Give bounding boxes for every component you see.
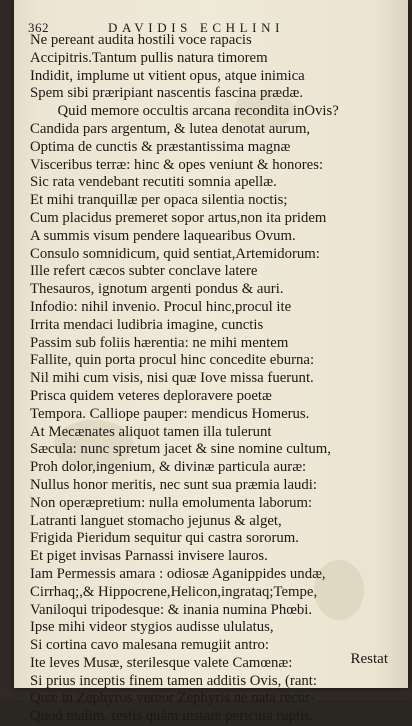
- running-head: DAVIDIS ECHLINI: [108, 20, 285, 35]
- text-line: Optima de cunctis & præstantissima magnæ: [30, 138, 291, 155]
- text-line: Et piget invisas Parnassi invisere lauros.: [30, 548, 268, 565]
- text-line: Vaniloqui tripodesque: & inania numina Phœbi.: [30, 601, 313, 618]
- text-line: Nullus honor meritis, nec sunt sua præmia laudi:: [30, 476, 318, 493]
- text-line: Si cortina cavo malesana remugiit antro:: [30, 637, 269, 654]
- text-line: Prisca quidem veteres deploravere poetæ: [30, 387, 272, 404]
- text-line: Tempora. Calliope pauper: mendicus Homerus.: [30, 405, 310, 422]
- text-line: Consulo somnidicum, quid sentiat,Artemidorum:: [30, 245, 320, 262]
- text-line: Cirrhaq;,& Hippocrene,Helicon,ingrataq;Tempe,: [30, 583, 318, 600]
- text-line: Indidit, implume ut vitient opus, atque inimica: [30, 67, 305, 84]
- text-line: Candida pars argentum, & lutea denotat aurum,: [30, 120, 311, 137]
- text-line: Visceribus terræ: hinc & opes veniunt & honores:: [30, 156, 324, 173]
- text-line: Ille refert cæcos subter conclave latere: [30, 263, 258, 280]
- text-line: Quod malim, testis quàm instare pericula ruptis.: [30, 708, 314, 725]
- text-line: Irrita mendaci ludibria imagine, cunctis: [30, 316, 264, 333]
- text-line: Thesauros, ignotum argenti pondus & auri.: [30, 281, 284, 298]
- text-line: Fallite, quin porta procul hinc concedite eburna:: [30, 352, 315, 369]
- text-line: Ipse mihi videor stygios audisse ululatus,: [30, 619, 274, 636]
- text-line: Non operæpretium: nulla emolumenta laborum:: [30, 494, 313, 511]
- text-line: Sæcula: nunc spretum jacet & sine nomine cultum,: [30, 441, 331, 458]
- text-line: Ne pereant audita hostili voce rapacis: [30, 32, 252, 48]
- text-line: At Mecænates aliquot tamen illa tulerunt: [30, 423, 272, 440]
- text-line: Nil mihi cum visis, nisi quæ Iove missa fuerunt.: [30, 370, 314, 387]
- text-line: Iam Permessis amara : odiosæ Aganippides undæ,: [30, 565, 326, 582]
- page-number: 362: [28, 20, 49, 35]
- poem-text: [30, 32, 408, 726]
- text-line: Frigida Pieridum sequitur qui castra sororum.: [30, 530, 299, 547]
- text-line: Ite leves Musæ, sterilesque valete Camœnæ:: [30, 654, 293, 671]
- text-line: Si prius inceptis finem tamen additis Ovis, (rant:: [30, 672, 317, 689]
- text-line: Sic rata vendebant recutiti somnia apellæ.: [30, 174, 277, 191]
- text-line: Passim sub foliis hærentia: ne mihi mentem: [30, 334, 289, 351]
- text-line: Quæ in Zephyros vereor Zephyris ne nata recur-: [30, 690, 315, 707]
- text-line: Latranti languet stomacho jejunus & alget,: [30, 512, 282, 529]
- text-line: Quid memore occultis arcana recondita inOvis?: [57, 103, 339, 120]
- text-line: Proh dolor,ingenium, & divinæ particula auræ:: [30, 459, 307, 476]
- text-line: Et mihi tranquillæ per opaca silentia noctis;: [30, 192, 288, 209]
- book-page: [14, 0, 408, 725]
- catchword: Restat: [350, 651, 388, 667]
- text-line: Accipitris.Tantum pullis natura timorem: [30, 49, 268, 66]
- text-line: Spem sibi præripiant nascentis fascina prædæ.: [30, 85, 304, 102]
- text-line: A summis visum pendere laquearibus Ovum.: [30, 227, 296, 244]
- text-line: Cum placidus premeret sopor artus,non ita pridem: [30, 209, 327, 226]
- text-line: Infodio: nihil invenio. Procul hinc,procul ite: [30, 298, 292, 315]
